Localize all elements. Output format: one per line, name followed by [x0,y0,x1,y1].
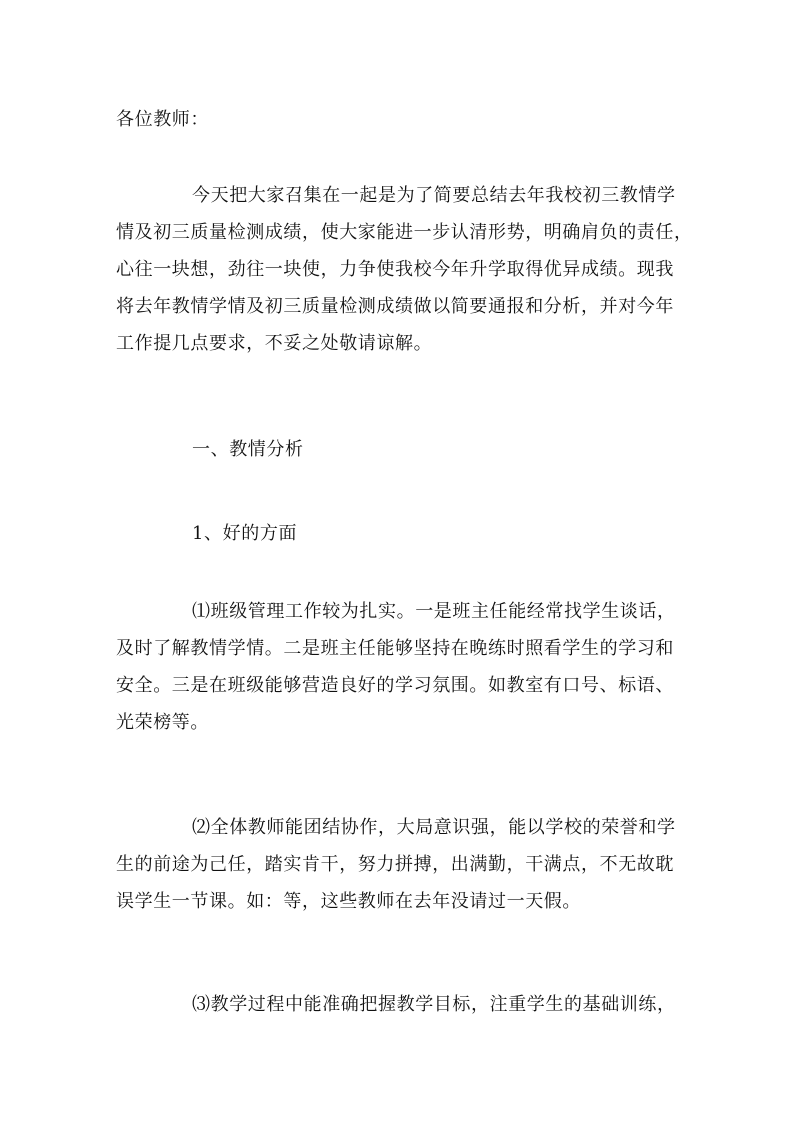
intro-line-4: 将去年教情学情及初三质量检测成绩做以简要通报和分析，并对今年 [116,296,674,317]
item-2-line-3: 误学生一节课。如：等，这些教师在去年没请过一天假。 [116,891,581,912]
subsection-heading: 1、好的方面 [192,523,298,544]
item-1-line-1: ⑴班级管理工作较为扎实。一是班主任能经常找学生谈话， [192,601,676,622]
section-heading: 一、教情分析 [192,439,304,460]
item-2-line-1: ⑵全体教师能团结协作，大局意识强，能以学校的荣誉和学 [192,817,676,838]
intro-line-2: 情及初三质量检测成绩，使大家能进一步认清形势，明确肩负的责任， [116,222,693,243]
item-1-line-2: 及时了解教情学情。二是班主任能够坚持在晚练时照看学生的学习和 [116,638,674,659]
item-1-line-3: 安全。三是在班级能够营造良好的学习氛围。如教室有口号、标语、 [116,675,674,696]
item-1-line-4: 光荣榜等。 [116,712,209,733]
intro-line-1: 今天把大家召集在一起是为了简要总结去年我校初三教情学 [192,185,676,206]
item-3-line-1: ⑶教学过程中能准确把握教学目标，注重学生的基础训练， [192,994,676,1015]
item-2-line-2: 生的前途为己任，踏实肯干，努力拼搏，出满勤，干满点，不无故耽 [116,854,674,875]
intro-line-3: 心往一块想，劲往一块使，力争使我校今年升学取得优异成绩。现我 [116,259,674,280]
intro-line-5: 工作提几点要求，不妥之处敬请谅解。 [116,333,433,354]
salutation: 各位教师： [116,109,209,130]
